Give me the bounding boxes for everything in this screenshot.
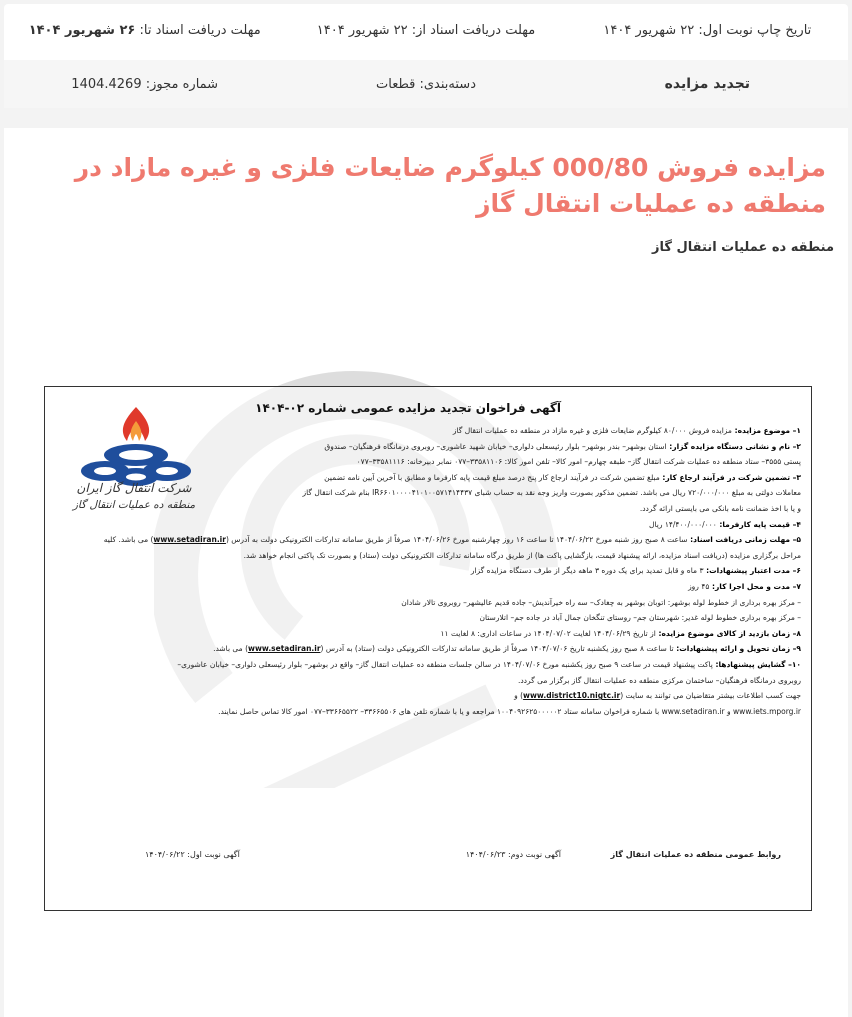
category: دسته‌بندی: قطعات [376,76,476,92]
ad-line [61,579,801,595]
ad-line-link[interactable]: www.setadiran.ir [153,535,226,545]
ad-line-text: مزایده فروش ۸۰/۰۰۰ کیلوگرم ضایعات فلزی و غیره مازاد در منطقه ده عملیات انتقال گاز [452,426,732,435]
main-card [4,128,848,1017]
ad-footer [45,850,811,870]
ad-line-label: ۸– زمان بازدید از کالای موضوع مزایده: [655,628,801,638]
ad-line-text: پاکت پیشنهاد قیمت در ساعت ۹ صبح روز یکشنبه مورخ ۱۴۰۴/۰۷/۰۶ در سالن جلسات منطقه ده عملیات انتقال گاز– واقع در بوشهر– بلوار رئیسعلی دلواری– خیابان عاشوری– [177,659,713,669]
ad-line-label: ۶– مدت اعتبار پیشنهادات: [703,566,801,576]
ad-line-link[interactable]: www.setadiran.ir [248,644,321,654]
ad-line-text: ساعت ۸ صبح روز شنبه مورخ ۱۴۰۴/۰۶/۲۲ تا ساعت ۱۶ روز چهارشنبه مورخ ۱۴۰۴/۰۶/۲۶ صرفاً از طریق سامانه تدارکات الکترونیکی دولت به آدرس [231,535,688,545]
ad-line-text: ۱۴/۴۰۰/۰۰۰/۰۰۰ ریال [649,519,717,529]
ad-line: جهت کسب اطلاعات بیشتر متقاضیان می توانند به سایت (www.district10.nigtc.ir) و [514,691,801,701]
ad-line-text: تا ساعت ۸ صبح روز یکشنبه تاریخ ۱۴۰۴/۰۷/۰۶ صرفاً از طریق سامانه تدارکات الکترونیکی دولت (ستاد) به آدرس [325,644,674,654]
renewal-label: تجدید مزایده [664,76,751,92]
ad-line-text: و یا با اخذ ضمانت نامه بانکی می بایستی ارائه گردد. [639,503,801,513]
footer-second-notice: آگهی نوبت دوم: ۱۴۰۴/۰۶/۲۳ [465,850,561,859]
logo-text-company: شرکت انتقال گاز ایران [76,481,192,495]
ad-line [201,423,801,439]
info-row-meta [4,60,848,108]
ad-line [61,563,801,579]
ad-line [201,517,801,533]
ad-line: ۹– زمان تحویل و ارائه پیشنهادات: تا ساعت ۸ صبح روز یکشنبه تاریخ ۱۴۰۴/۰۷/۰۶ صرفاً از طریق سامانه تدارکات الکترونیکی دولت (ستاد) به آدرس (www.setadiran.ir) می باشد. [213,644,801,654]
page-subtitle: منطقه ده عملیات انتقال گاز [652,240,834,255]
ad-line-label: ۲– نام و نشانی دستگاه مزایده گزار: [666,441,801,451]
ad-line [61,704,801,720]
ad-line-label: ۳– تضمین شرکت در فرآیند ارجاع کار: [659,472,801,482]
receive-to [4,23,285,38]
ad-line [61,626,801,642]
ad-line-tail: و [514,691,518,701]
ad-line-text: – مرکز بهره برداری از خطوط لوله بوشهر: اتوبان بوشهر به چغادک– سه راه خیرآندیش– جاده قدیم عالیشهر– روبروی تالار شادان [401,597,801,607]
ad-line-link[interactable]: www.district10.nigtc.ir [523,691,621,701]
ad-line-text: ۴۵ روز [688,581,710,591]
ad-line-tail: می باشد. [213,644,243,654]
ad-line-text: معاملات دولتی به مبلغ ۷۲۰/۰۰۰/۰۰۰ ریال می باشد. تضمین مذکور بصورت واریز وجه نقد به حساب شبای IR۶۶۰۱۰۰۰۰۴۱۰۱۰۰۵۷۱۴۱۴۴۳۷ بنام شرکت انتقال گاز [302,488,801,498]
footer-first-notice: آگهی نوبت اول: ۱۴۰۴/۰۶/۲۲ [145,850,240,859]
info-card [4,4,848,108]
ad-line [61,595,801,611]
ad-line [61,673,801,689]
receive-from: مهلت دریافت اسناد از: ۲۲ شهریور ۱۴۰۴ [316,22,536,38]
logo-text-region: منطقه ده عملیات انتقال گاز [72,499,196,511]
ad-line-label: ۱– موضوع مزایده: [731,426,801,435]
license-number: شماره مجوز: 1404.4269 [71,76,219,92]
ad-line-text: www.iets.mporg.ir و www.setadiran.ir با شماره فراخوان سامانه ستاد ۱۰۰۴۰۹۲۶۲۵۰۰۰۰۰۲ مراجعه و یا با شماره تلفن های ۳۳۶۶۵۵۰۶– ۳۳۶۶۵۵۲۲–۰۷۷ امور کالا تماس حاصل نمایند. [218,706,801,716]
ad-line-text: پستی ۳۵۵۵– ستاد منطقه ده عملیات شرکت انتقال گاز– طبقه چهارم– امور کالا– تلفن امور کالا: ۳۳۵۸۱۱۰۶–۰۷۷ نمابر دبیرخانه: ۳۳۵۸۱۱۱۶–۰۷۷ [356,457,801,467]
receive-to-label: مهلت دریافت اسناد تا: [139,22,261,38]
ad-line [61,548,801,564]
ad-line [61,657,801,673]
ad-line-text: از تاریخ ۱۴۰۴/۰۶/۲۹ لغایت ۱۴۰۴/۰۷/۰۲ در ساعات اداری: ۸ لغایت ۱۱ [440,628,656,638]
ad-line [201,501,801,517]
ad-line [61,610,801,626]
print-date: تاریخ چاپ نوبت اول: ۲۲ شهریور ۱۴۰۴ [603,22,812,38]
receive-to-value: ۲۶ شهریور ۱۴۰۴ [28,22,136,38]
ad-line-text: جهت کسب اطلاعات بیشتر متقاضیان می توانند به سایت [625,691,801,701]
ad-line: ۵– مهلت زمانی دریافت اسناد: ساعت ۸ صبح روز شنبه مورخ ۱۴۰۴/۰۶/۲۲ تا ساعت ۱۶ روز چهارشنبه مورخ ۱۴۰۴/۰۶/۲۶ صرفاً از طریق سامانه تدارکات الکترونیکی دولت به آدرس (www.setadiran.ir) می باشد. کلیه [103,535,801,545]
ad-line [201,485,801,501]
ad-line-label: ۹– زمان تحویل و ارائه پیشنهادات: [673,644,801,654]
ad-line-tail: می باشد. کلیه [103,535,149,545]
footer-public-relations: روابط عمومی منطقه ده عملیات انتقال گاز [610,850,781,859]
ad-line-label: ۴– قیمت پایه کارفرما: [716,519,801,529]
ad-line-text: مبلغ تضمین شرکت در فرآیند ارجاع کار پنج درصد مبلغ قیمت پایه کارفرما و مطابق با آخرین آیین نامه تضمین [324,472,660,482]
ad-line [201,454,801,470]
ad-line-text: – مرکز بهره برداری خطوط لوله غدیر: شهرستان جم– روستای تنگخان جمال آباد در جاده جم– اتلارستان [479,613,801,623]
ad-line-label: ۱۰– گشایش پیشنهادها: [712,659,801,669]
ad-line-text: مراحل برگزاری مزایده (دریافت اسناد مزایده، ارائه پیشنهاد قیمت، بازگشایی پاکت ها) از طریق درگاه سامانه تدارکات الکترونیکی دولت (ستاد) و بصورت تک پاکتی انجام خواهد شد. [243,550,801,560]
ad-box [44,386,812,911]
ad-line-text: ۳ ماه و قابل تمدید برای یک دوره ۳ ماهه دیگر از طرف دستگاه مزایده گزار [470,566,704,576]
ad-line-text: استان بوشهر– بندر بوشهر– بلوار رئیسعلی دلواری– خیابان شهید عاشوری– روبروی درمانگاه فرهنگیان– صندوق [324,441,667,451]
ad-line-label: ۵– مهلت زمانی دریافت اسناد: [687,535,801,545]
info-row-dates [4,4,848,56]
ad-line-label: ۷– مدت و محل اجرا کار: [709,581,801,591]
page-title: مزایده فروش 000/80 کیلوگرم ضایعات فلزی و غیره مازاد در منطقه ده عملیات انتقال گاز [74,153,826,218]
ad-line [201,439,801,455]
ad-line-text: روبروی درمانگاه فرهنگیان– ساختمان مرکزی منطقه ده عملیات انتقال گاز برگزار می گردد. [517,675,801,685]
ad-heading: آگهی فراخوان تجدید مزایده عمومی شماره ۰۲-۱۴۰۴ [255,401,561,415]
ad-line [201,470,801,486]
